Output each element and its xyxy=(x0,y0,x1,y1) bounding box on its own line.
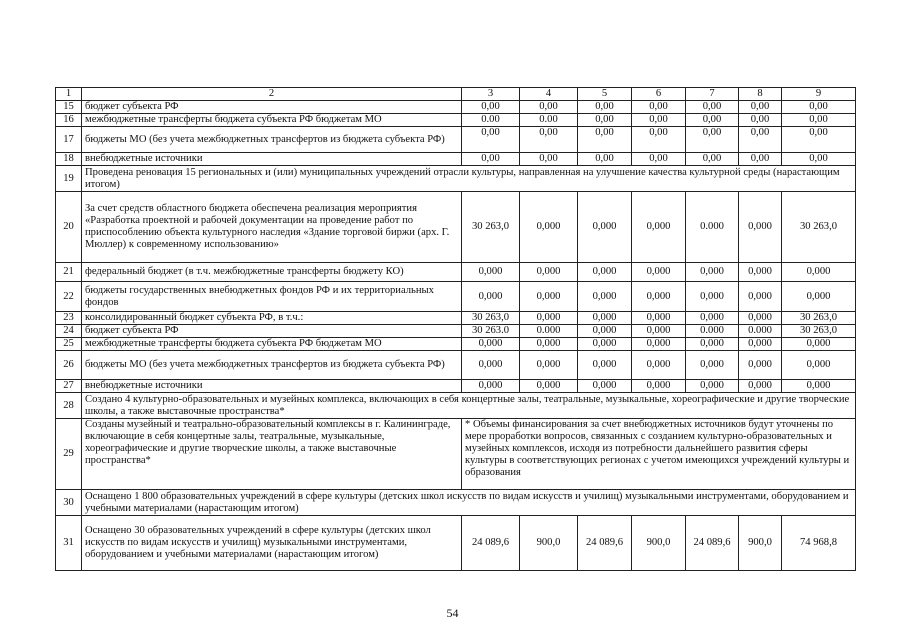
row-value: 0,000 xyxy=(782,351,856,380)
row-value: 24 089,6 xyxy=(578,516,632,571)
table-row xyxy=(56,325,856,338)
table-row xyxy=(56,380,856,393)
row-value: 0,000 xyxy=(520,282,578,312)
row-value: 0,000 xyxy=(686,282,739,312)
row-label: межбюджетные трансферты бюджета субъекта РФ бюджетам МО xyxy=(82,114,462,127)
table-row xyxy=(56,351,856,380)
row-value: 900,0 xyxy=(520,516,578,571)
page-number: 54 xyxy=(446,606,459,620)
row-value: 0,00 xyxy=(739,101,782,114)
row-value: 0,000 xyxy=(578,380,632,393)
row-value: 0,000 xyxy=(578,282,632,312)
table-row xyxy=(56,101,856,114)
row-value: 0,00 xyxy=(632,127,686,153)
row-label: бюджет субъекта РФ xyxy=(82,101,462,114)
row-value: 0,00 xyxy=(686,101,739,114)
row-value: 0,00 xyxy=(520,101,578,114)
row-value: 0,000 xyxy=(462,380,520,393)
row-value: 0,00 xyxy=(686,127,739,153)
row-value: 0,000 xyxy=(739,263,782,282)
row-value: 0,000 xyxy=(686,380,739,393)
column-header: 9 xyxy=(782,88,856,101)
row-value: 0,000 xyxy=(739,338,782,351)
row-value: 0,00 xyxy=(782,114,856,127)
row-number: 17 xyxy=(56,127,82,153)
row-value: 0.00 xyxy=(520,114,578,127)
row-value: 0,00 xyxy=(782,127,856,153)
row-value: 0,000 xyxy=(578,351,632,380)
row-value: 0,000 xyxy=(739,312,782,325)
row-value: 0,00 xyxy=(462,101,520,114)
row-value: 0,00 xyxy=(578,153,632,166)
row-label: Оснащено 30 образовательных учреждений в сфере культуры (детских школ искусств по видам искусств и училищ) музыкальными инструментами, оборудованием и учебными материалами (нарастающим итогом) xyxy=(82,516,462,571)
row-label: федеральный бюджет (в т.ч. межбюджетные трансферты бюджету КО) xyxy=(82,263,462,282)
table-row xyxy=(56,263,856,282)
row-value: 0,000 xyxy=(632,282,686,312)
row-value: 0,000 xyxy=(686,263,739,282)
column-header: 2 xyxy=(82,88,462,101)
row-value: 0,000 xyxy=(520,380,578,393)
row-value: 0,000 xyxy=(739,282,782,312)
row-value: 0,000 xyxy=(520,312,578,325)
row-value: 0,000 xyxy=(632,263,686,282)
row-value: 0,000 xyxy=(686,312,739,325)
row-value: 0,000 xyxy=(520,192,578,263)
row-value: 0,000 xyxy=(578,312,632,325)
row-number: 31 xyxy=(56,516,82,571)
row-value: 0,000 xyxy=(739,351,782,380)
column-header: 7 xyxy=(686,88,739,101)
row-label: консолидированный бюджет субъекта РФ, в т.ч.: xyxy=(82,312,462,325)
row-value: 0,000 xyxy=(520,338,578,351)
row-value: 0,00 xyxy=(632,153,686,166)
row-value: 0,00 xyxy=(462,153,520,166)
section-row xyxy=(56,490,856,516)
section-row xyxy=(56,393,856,419)
column-header: 6 xyxy=(632,88,686,101)
row-value: 0,00 xyxy=(739,114,782,127)
row-value: 0,00 xyxy=(578,114,632,127)
row-number: 16 xyxy=(56,114,82,127)
row-value: 30 263,0 xyxy=(782,192,856,263)
row-number: 28 xyxy=(56,393,82,419)
row-number: 30 xyxy=(56,490,82,516)
row-value: 0,00 xyxy=(578,127,632,153)
row-value: 0,000 xyxy=(739,192,782,263)
row-value: 0,000 xyxy=(782,263,856,282)
row-number: 21 xyxy=(56,263,82,282)
row-label: внебюджетные источники xyxy=(82,153,462,166)
row-label: бюджеты МО (без учета межбюджетных трансфертов из бюджета субъекта РФ) xyxy=(82,127,462,153)
row-value: 0,00 xyxy=(686,114,739,127)
section-title: Оснащено 1 800 образовательных учреждений в сфере культуры (детских школ искусств по видам искусств и училищ) музыкальными инструментами, оборудованием и учебными материалами (нарастающим итогом) xyxy=(82,490,856,516)
row-value: 0,000 xyxy=(462,351,520,380)
row-value: 0,00 xyxy=(782,101,856,114)
row-value: 0.000 xyxy=(686,325,739,338)
row-value: 0,000 xyxy=(632,325,686,338)
table-row xyxy=(56,282,856,312)
row-value: 0,000 xyxy=(520,351,578,380)
financing-note: * Объемы финансирования за счет внебюджетных источников будут уточнены по мере проработки вопросов, связанных с созданием культурно-образовательных и музейных комплексов, исходя из потребности дальнейшего развития сферы культуры в соответствующих регионах с учетом имеющихся учреждений культуры и образования xyxy=(462,419,856,490)
row-value: 0,000 xyxy=(520,263,578,282)
row-label: За счет средств областного бюджета обеспечена реализация мероприятия «Разработка проектной и рабочей документации на проведение работ по приспособлению объекта культурного наследия «Здание торговой биржи (арх. Г. Мюллер) к современному использованию» xyxy=(82,192,462,263)
row-number: 15 xyxy=(56,101,82,114)
row-value: 0.000 xyxy=(739,325,782,338)
row-value: 0,00 xyxy=(578,101,632,114)
row-value: 0,00 xyxy=(632,101,686,114)
row-value: 0,000 xyxy=(739,380,782,393)
row-value: 0,000 xyxy=(462,338,520,351)
row-value: 0,000 xyxy=(782,282,856,312)
row-label: межбюджетные трансферты бюджета субъекта РФ бюджетам МО xyxy=(82,338,462,351)
row-value: 30 263,0 xyxy=(462,312,520,325)
row-value: 0,000 xyxy=(632,312,686,325)
table-row xyxy=(56,312,856,325)
row-value: 0,00 xyxy=(739,127,782,153)
row-value: 30 263,0 xyxy=(462,192,520,263)
row-number: 29 xyxy=(56,419,82,490)
row-value: 0,000 xyxy=(686,351,739,380)
budget-table xyxy=(55,87,856,571)
row-value: 0,000 xyxy=(462,282,520,312)
row-value: 0,000 xyxy=(686,338,739,351)
row-number: 24 xyxy=(56,325,82,338)
row-value: 0,00 xyxy=(739,153,782,166)
table-row xyxy=(56,114,856,127)
row-number: 25 xyxy=(56,338,82,351)
table-row xyxy=(56,127,856,153)
section-title: Проведена реновация 15 региональных и (или) муниципальных учреждений отрасли культуры, направленная на улучшение качества культурной среды (нарастающим итогом) xyxy=(82,166,856,192)
row-label: бюджеты МО (без учета межбюджетных трансфертов из бюджета субъекта РФ) xyxy=(82,351,462,380)
row-value: 0,000 xyxy=(782,380,856,393)
column-header: 4 xyxy=(520,88,578,101)
column-header: 3 xyxy=(462,88,520,101)
row-value: 0,00 xyxy=(462,127,520,153)
row-number: 18 xyxy=(56,153,82,166)
row-value: 0,000 xyxy=(632,338,686,351)
row-value: 900,0 xyxy=(739,516,782,571)
row-value: 30 263.0 xyxy=(462,325,520,338)
table-row xyxy=(56,419,856,490)
row-value: 0.000 xyxy=(520,325,578,338)
row-number: 20 xyxy=(56,192,82,263)
row-value: 900,0 xyxy=(632,516,686,571)
row-number: 23 xyxy=(56,312,82,325)
row-value: 0,00 xyxy=(782,153,856,166)
row-number: 27 xyxy=(56,380,82,393)
row-value: 0,000 xyxy=(632,192,686,263)
column-header: 5 xyxy=(578,88,632,101)
row-value: 0,000 xyxy=(782,338,856,351)
section-title: Создано 4 культурно-образовательных и музейных комплекса, включающих в себя концертные залы, театральные, музыкальные, хореографические и другие творческие школы, а также выставочные пространства* xyxy=(82,393,856,419)
row-value: 0,000 xyxy=(632,351,686,380)
row-value: 74 968,8 xyxy=(782,516,856,571)
row-value: 0.00 xyxy=(462,114,520,127)
row-value: 0,000 xyxy=(578,338,632,351)
row-number: 22 xyxy=(56,282,82,312)
row-value: 0,00 xyxy=(632,114,686,127)
row-value: 30 263,0 xyxy=(782,312,856,325)
table-row xyxy=(56,338,856,351)
row-value: 0,00 xyxy=(520,153,578,166)
row-value: 0,000 xyxy=(578,263,632,282)
column-header: 8 xyxy=(739,88,782,101)
header-row xyxy=(56,88,856,101)
column-header: 1 xyxy=(56,88,82,101)
row-value: 0,00 xyxy=(686,153,739,166)
table-row xyxy=(56,516,856,571)
row-number: 19 xyxy=(56,166,82,192)
row-value: 24 089,6 xyxy=(462,516,520,571)
row-value: 0,000 xyxy=(578,325,632,338)
row-number: 26 xyxy=(56,351,82,380)
row-label: Созданы музейный и театрально-образовательный комплексы в г. Калининграде, включающие в себя концертные залы, театральные, музыкальные, хореографические и другие творческие школы, а также выставочные пространства* xyxy=(82,419,462,490)
row-value: 24 089,6 xyxy=(686,516,739,571)
row-value: 0,000 xyxy=(632,380,686,393)
section-row xyxy=(56,166,856,192)
row-value: 0,000 xyxy=(462,263,520,282)
table-row xyxy=(56,153,856,166)
row-value: 30 263,0 xyxy=(782,325,856,338)
row-value: 0.000 xyxy=(686,192,739,263)
row-value: 0,000 xyxy=(578,192,632,263)
row-value: 0,00 xyxy=(520,127,578,153)
row-label: внебюджетные источники xyxy=(82,380,462,393)
row-label: бюджеты государственных внебюджетных фондов РФ и их территориальных фондов xyxy=(82,282,462,312)
row-label: бюджет субъекта РФ xyxy=(82,325,462,338)
table-row xyxy=(56,192,856,263)
